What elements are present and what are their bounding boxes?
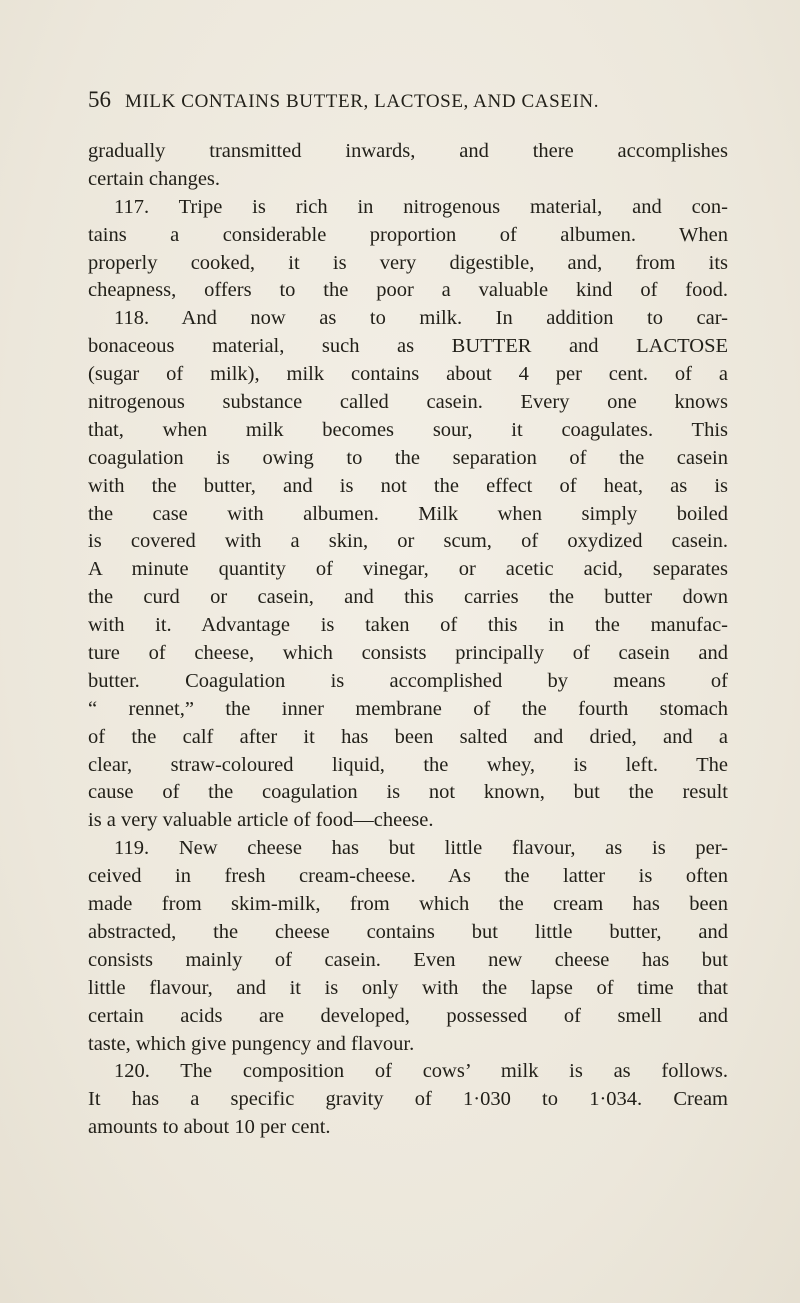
running-head xyxy=(88,87,728,117)
text-line: abstracted, the cheese contains but little butter, and xyxy=(88,920,728,943)
text-line: It has a specific gravity of 1·030 to 1·034. Cream xyxy=(88,1088,728,1111)
text-line: is a very valuable article of food—cheese. xyxy=(88,809,434,832)
text-line: with it. Advantage is taken of this in the manufac- xyxy=(88,614,728,637)
text-line: certain changes. xyxy=(88,167,221,190)
text-line: nitrogenous substance called casein. Every one knows xyxy=(88,391,728,414)
text-line: coagulation is owing to the separation of the casein xyxy=(88,446,728,469)
text-line: bonaceous material, such as BUTTER and LACTOSE xyxy=(88,335,728,358)
text-line: ture of cheese, which consists principally of casein and xyxy=(88,642,728,665)
running-head-title: MILK CONTAINS BUTTER, LACTOSE, AND CASEIN. xyxy=(125,91,600,112)
text-line: little flavour, and it is only with the lapse of time that xyxy=(88,976,728,999)
text-line: 118. And now as to milk. In addition to car- xyxy=(114,307,728,330)
text-line: 117. Tripe is rich in nitrogenous material, and con- xyxy=(114,195,728,218)
text-line: cheapness, offers to the poor a valuable kind of food. xyxy=(88,279,728,302)
text-line: 120. The composition of cows’ milk is as follows. xyxy=(114,1060,728,1083)
text-line: tains a considerable proportion of albumen. When xyxy=(88,223,728,246)
text-line: ceived in fresh cream-cheese. As the latter is often xyxy=(88,865,728,888)
text-line: cause of the coagulation is not known, but the result xyxy=(88,781,728,804)
page-number: 56 xyxy=(88,87,111,112)
text-line: with the butter, and is not the effect of heat, as is xyxy=(88,474,728,497)
text-line: that, when milk becomes sour, it coagulates. This xyxy=(88,418,728,441)
text-line: is covered with a skin, or scum, of oxydized casein. xyxy=(88,530,728,553)
text-line: taste, which give pungency and flavour. xyxy=(88,1032,415,1055)
text-line: consists mainly of casein. Even new cheese has but xyxy=(88,948,728,971)
text-line: butter. Coagulation is accomplished by means of xyxy=(88,669,728,692)
text-line: properly cooked, it is very digestible, and, from its xyxy=(88,251,728,274)
text-line: A minute quantity of vinegar, or acetic acid, separates xyxy=(88,558,728,581)
text-line: (sugar of milk), milk contains about 4 per cent. of a xyxy=(88,363,728,386)
body-text xyxy=(88,138,728,1142)
text-line: amounts to about 10 per cent. xyxy=(88,1116,331,1139)
text-line: of the calf after it has been salted and dried, and a xyxy=(88,725,728,748)
text-line: the case with albumen. Milk when simply boiled xyxy=(88,502,728,525)
text-line: “ rennet,” the inner membrane of the fourth stomach xyxy=(88,697,728,720)
text-line: gradually transmitted inwards, and there accomplishes xyxy=(88,140,728,162)
text-line: 119. New cheese has but little flavour, as is per- xyxy=(114,837,728,860)
text-line: clear, straw-coloured liquid, the whey, is left. The xyxy=(88,753,728,776)
text-line: made from skim-milk, from which the cream has been xyxy=(88,893,728,916)
text-line: certain acids are developed, possessed of smell and xyxy=(88,1004,728,1027)
text-line: the curd or casein, and this carries the butter down xyxy=(88,586,728,609)
